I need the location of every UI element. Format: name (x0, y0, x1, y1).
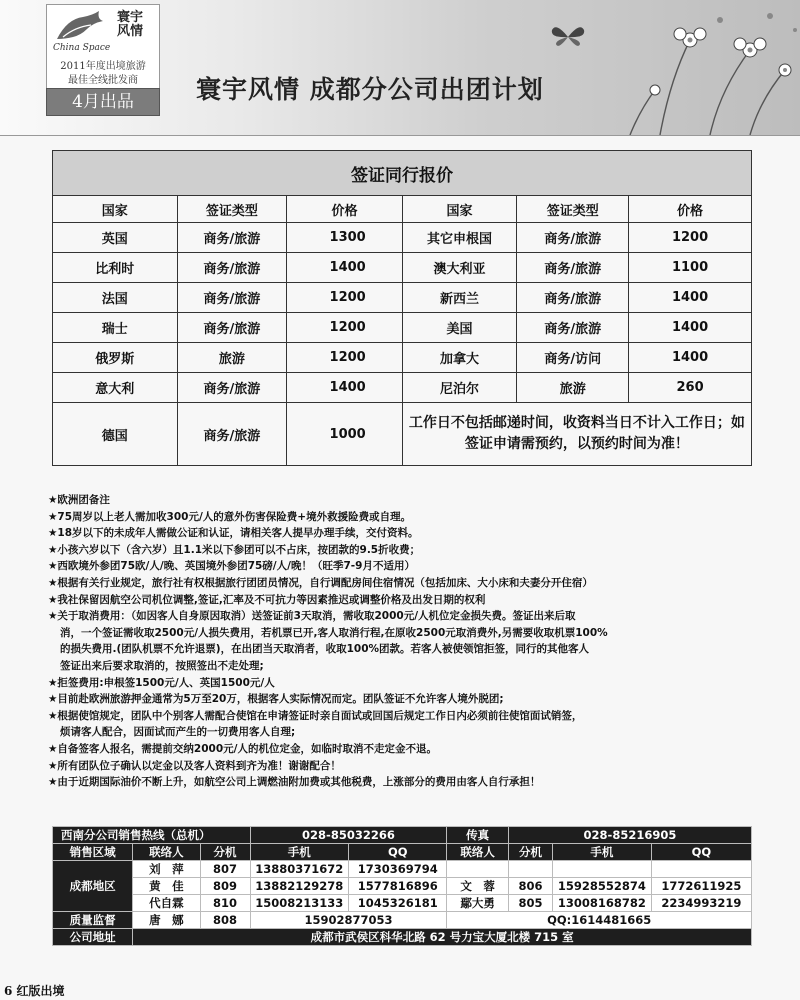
contact-row (53, 861, 752, 878)
note-line: 消，一个签证需收取2500元/人损失费用，若机票已开,客人取消行程,在原收2500元取消费外,另需要收取机票100% (60, 626, 608, 639)
visa-row (53, 373, 752, 403)
visa-type: 商务/旅游 (177, 373, 287, 403)
price: 1400 (287, 373, 402, 403)
contact-ext: 805 (508, 895, 552, 912)
contact-qq: 1045326181 (349, 895, 447, 912)
header-visa-type: 签证类型 (177, 196, 287, 223)
price: 1400 (629, 313, 752, 343)
contact-table (52, 826, 752, 946)
visa-type: 商务/旅游 (177, 403, 287, 466)
header-region: 销售区域 (53, 844, 133, 861)
page-title: 寰宇风情 成都分公司出团计划 (196, 75, 544, 104)
visa-type: 商务/旅游 (177, 253, 287, 283)
note-line: 签证出来后要求取消的，按照签出不走处理; (60, 659, 264, 672)
visa-row (53, 313, 752, 343)
contact-mobile: 15008213133 (250, 895, 349, 912)
price: 1200 (287, 343, 402, 373)
header-ext: 分机 (508, 844, 552, 861)
contact-name (447, 861, 508, 878)
header-qq: QQ (651, 844, 751, 861)
quality-contact-ext: 808 (200, 912, 250, 929)
contact-name: 刘 萍 (133, 861, 200, 878)
butterfly-icon (548, 22, 588, 52)
quality-label: 质量监督 (53, 912, 133, 929)
page-header (0, 0, 800, 136)
header-contact: 联络人 (133, 844, 200, 861)
header-country: 国家 (53, 196, 178, 223)
header-qq: QQ (349, 844, 447, 861)
visa-table-title: 签证同行报价 (53, 151, 752, 196)
contact-mobile: 13882129278 (250, 878, 349, 895)
contact-ext: 806 (508, 878, 552, 895)
contact-name: 代自霖 (133, 895, 200, 912)
country: 美国 (402, 313, 517, 343)
address-row (53, 929, 752, 946)
price: 260 (629, 373, 752, 403)
hotline-number: 028-85032266 (250, 827, 447, 844)
price: 1400 (629, 283, 752, 313)
contact-qq (651, 861, 751, 878)
contact-name: 鄢大勇 (447, 895, 508, 912)
contact-ext (508, 861, 552, 878)
note-line: ★我社保留因航空公司机位调整,签证,汇率及不可抗力等因素推迟或调整价格及出发日期的权利 (48, 593, 486, 606)
price: 1200 (629, 223, 752, 253)
contact-mobile (553, 861, 652, 878)
contact-ext: 807 (200, 861, 250, 878)
contact-qq: 1772611925 (651, 878, 751, 895)
visa-type: 旅游 (517, 373, 629, 403)
price: 1000 (287, 403, 402, 466)
quality-contact-qq: QQ:1614481665 (447, 912, 752, 929)
quality-row (53, 912, 752, 929)
contact-ext: 809 (200, 878, 250, 895)
quality-contact-name: 唐 娜 (133, 912, 200, 929)
visa-type: 商务/旅游 (517, 313, 629, 343)
quality-contact-mobile: 15902877053 (250, 912, 447, 929)
hotline-row (53, 827, 752, 844)
country: 比利时 (53, 253, 178, 283)
company-address: 成都市武侯区科华北路 62 号力宝大厦北楼 715 室 (133, 929, 752, 946)
note-line: ★欧洲团备注 (48, 494, 110, 506)
fax-number: 028-85216905 (508, 827, 751, 844)
contact-mobile: 15928552874 (553, 878, 652, 895)
flower-decoration-icon (600, 0, 800, 135)
visa-type: 商务/旅游 (177, 223, 287, 253)
country: 俄罗斯 (53, 343, 178, 373)
contact-mobile: 13008168782 (553, 895, 652, 912)
country: 意大利 (53, 373, 178, 403)
contact-row (53, 895, 752, 912)
header-mobile: 手机 (250, 844, 349, 861)
tour-notes (48, 492, 768, 791)
visa-price-table (52, 150, 752, 466)
contact-row (53, 878, 752, 895)
note-line: ★18岁以下的未成年人需做公证和认证，请相关客人提早办理手续，交付资料。 (48, 527, 419, 540)
visa-row (53, 403, 752, 466)
header-price: 价格 (287, 196, 402, 223)
price: 1300 (287, 223, 402, 253)
hotline-label: 西南分公司销售热线（总机） (53, 827, 251, 844)
visa-row (53, 253, 752, 283)
note-line: ★所有团队位子确认以定金以及客人资料到齐为准！谢谢配合！ (48, 759, 341, 772)
visa-note: 工作日不包括邮递时间，收资料当日不计入工作日；如签证申请需预约，以预约时间为准！ (402, 403, 751, 466)
logo-english-name: China Space (53, 43, 111, 53)
note-line: ★自备签客人报名，需提前交纳2000元/人的机位定金，如临时取消不走定金不退。 (48, 742, 437, 755)
note-line: 烦请客人配合，因面试而产生的一切费用客人自理; (60, 726, 296, 739)
note-line: ★西欧境外参团75欧/人/晚、英国境外参团75磅/人/晚！（旺季7-9月不适用） (48, 560, 415, 573)
country: 法国 (53, 283, 178, 313)
country: 尼泊尔 (402, 373, 517, 403)
price: 1400 (287, 253, 402, 283)
note-line: 的损失费用.(团队机票不允许退票)，在出团当天取消者，收取100%团款。若客人被使领馆拒签，同行的其他客人 (60, 643, 590, 656)
header-country: 国家 (402, 196, 517, 223)
contact-qq: 1577816896 (349, 878, 447, 895)
contact-ext: 810 (200, 895, 250, 912)
country: 澳大利亚 (402, 253, 517, 283)
price: 1200 (287, 313, 402, 343)
note-line: ★拒签费用:申根签1500元/人、英国1500元/人 (48, 676, 275, 689)
note-line: ★根据有关行业规定，旅行社有权根据旅行团团员情况，自行调配房间住宿情况（包括加床、大小床和夫妻分开住宿） (48, 576, 593, 589)
header-visa-type: 签证类型 (517, 196, 629, 223)
country: 其它申根国 (402, 223, 517, 253)
region-name: 成都地区 (53, 861, 133, 912)
contact-header-row (53, 844, 752, 861)
visa-row (53, 343, 752, 373)
country: 瑞士 (53, 313, 178, 343)
visa-table-header (53, 196, 752, 223)
logo-award-line2: 最佳全线批发商 (68, 75, 138, 86)
visa-type: 商务/旅游 (517, 223, 629, 253)
contact-qq: 2234993219 (651, 895, 751, 912)
country: 德国 (53, 403, 178, 466)
visa-type: 商务/访问 (517, 343, 629, 373)
visa-type: 商务/旅游 (517, 253, 629, 283)
header-mobile: 手机 (553, 844, 652, 861)
note-line: ★根据使馆规定，团队中个别客人需配合使馆在申请签证时亲自面试或回国后规定工作日内必须前往使馆面试销签， (48, 709, 583, 722)
header-contact: 联络人 (447, 844, 508, 861)
fax-label: 传真 (447, 827, 508, 844)
note-line: ★由于近期国际油价不断上升，如航空公司上调燃油附加费或其他税费，上涨部分的费用由客人自行承担！ (48, 776, 541, 789)
visa-type: 商务/旅游 (177, 283, 287, 313)
visa-type: 商务/旅游 (517, 283, 629, 313)
country: 加拿大 (402, 343, 517, 373)
note-line: ★75周岁以上老人需加收300元/人的意外伤害保险费+境外救援险费或自理。 (48, 510, 412, 523)
month-badge: 4月出品 (46, 88, 160, 116)
visa-type: 商务/旅游 (177, 313, 287, 343)
country: 英国 (53, 223, 178, 253)
note-line: ★关于取消费用：（如因客人自身原因取消）送签证前3天取消，需收取2000元/人机位定金损失费。签证出来后取 (48, 610, 576, 623)
visa-type: 旅游 (177, 343, 287, 373)
visa-row (53, 283, 752, 313)
contact-name: 文 蓉 (447, 878, 508, 895)
price: 1100 (629, 253, 752, 283)
logo-award-line1: 2011年度出境旅游 (60, 61, 146, 72)
price: 1200 (287, 283, 402, 313)
contact-name: 黄 佳 (133, 878, 200, 895)
note-line: ★小孩六岁以下（含六岁）且1.1米以下参团可以不占床，按团款的9.5折收费； (48, 543, 421, 556)
note-line: ★目前赴欧洲旅游押金通常为5万至20万，根据客人实际情况而定。团队签证不允许客人境外脱团; (48, 693, 504, 706)
country: 新西兰 (402, 283, 517, 313)
contact-qq: 1730369794 (349, 861, 447, 878)
header-ext: 分机 (200, 844, 250, 861)
page-footer: 6 红版出境 (4, 984, 65, 998)
logo-chinese-name: 寰宇风情 (116, 10, 143, 39)
price: 1400 (629, 343, 752, 373)
visa-row (53, 223, 752, 253)
header-price: 价格 (629, 196, 752, 223)
contact-mobile: 13880371672 (250, 861, 349, 878)
address-label: 公司地址 (53, 929, 133, 946)
horse-logo-icon (53, 9, 113, 43)
